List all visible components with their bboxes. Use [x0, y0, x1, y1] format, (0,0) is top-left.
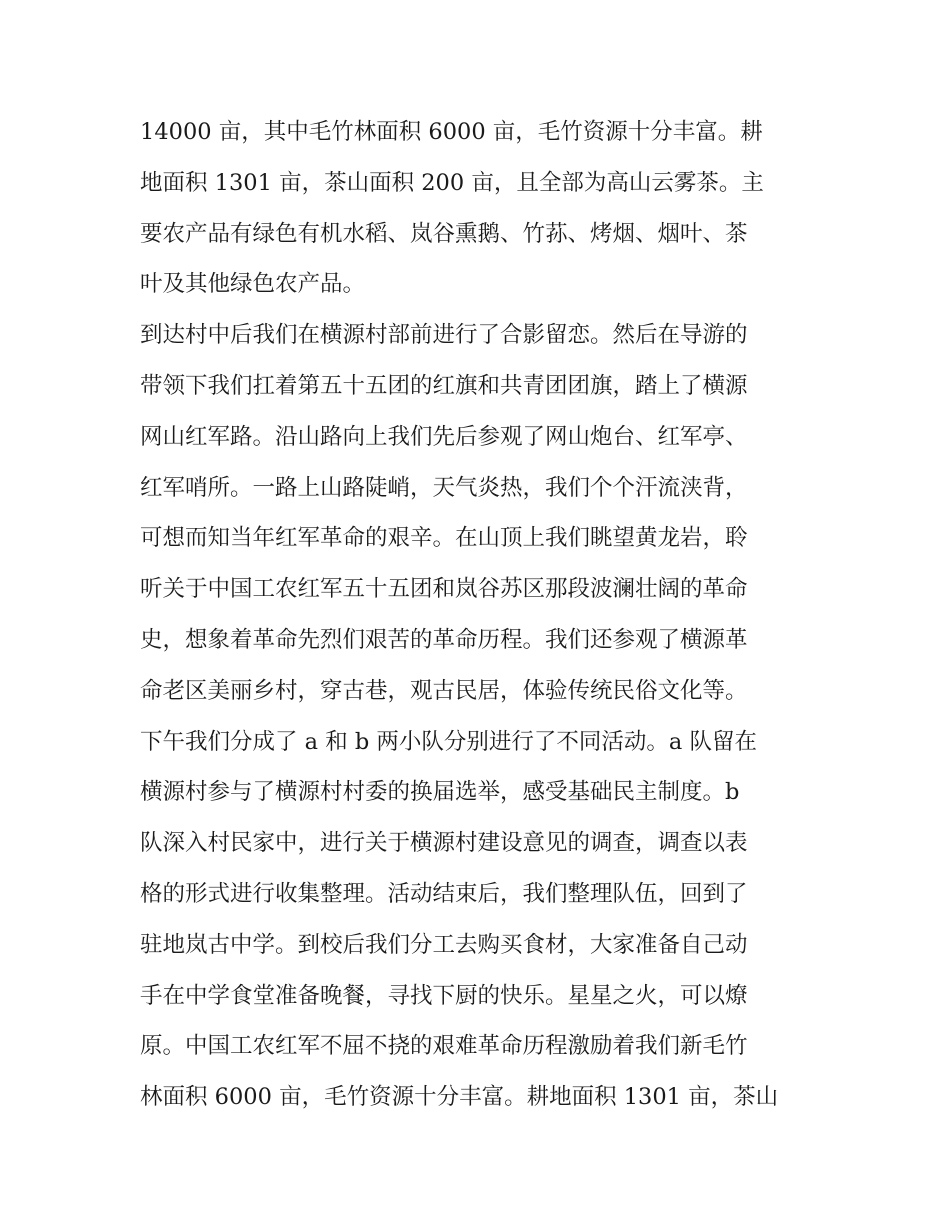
- text-line-20: 林面积 6000 亩，毛竹资源十分丰富。耕地面积 1301 亩，茶山: [140, 1084, 779, 1111]
- text-line-9: 可想而知当年红军革命的艰辛。在山顶上我们眺望黄龙岩，聆: [140, 525, 748, 552]
- text-line-16: 格的形式进行收集整理。活动结束后，我们整理队伍，回到了: [140, 880, 748, 907]
- text-line-11: 史，想象着革命先烈们艰苦的革命历程。我们还参观了横源革: [140, 626, 748, 653]
- text-line-3: 要农产品有绿色有机水稻、岚谷熏鹅、竹荪、烤烟、烟叶、茶: [140, 220, 748, 247]
- text-line-5: 到达村中后我们在横源村部前进行了合影留恋。然后在导游的: [140, 322, 748, 349]
- body-text: [140, 107, 815, 1123]
- text-line-17: 驻地岚古中学。到校后我们分工去购买食材，大家准备自己动: [140, 931, 748, 958]
- text-line-1: 14000 亩，其中毛竹林面积 6000 亩，毛竹资源十分丰富。耕: [140, 119, 763, 145]
- text-line-18: 手在中学食堂准备晚餐，寻找下厨的快乐。星星之火，可以燎: [140, 982, 748, 1009]
- text-line-10: 听关于中国工农红军五十五团和岚谷苏区那段波澜壮阔的革命: [140, 576, 748, 603]
- text-line-14: 横源村参与了横源村村委的换届选举，感受基础民主制度。b: [140, 779, 740, 806]
- text-line-7: 网山红军路。沿山路向上我们先后参观了网山炮台、红军亭、: [140, 423, 748, 450]
- text-line-8: 红军哨所。一路上山路陡峭，天气炎热，我们个个汗流浃背，: [140, 474, 748, 501]
- text-line-19: 原。中国工农红军不屈不挠的艰难革命历程激励着我们新毛竹: [140, 1033, 748, 1060]
- text-line-12: 命老区美丽乡村，穿古巷，观古民居，体验传统民俗文化等。: [140, 677, 748, 704]
- text-line-15: 队深入村民家中，进行关于横源村建设意见的调查，调查以表: [140, 830, 748, 857]
- text-line-13: 下午我们分成了 a 和 b 两小队分别进行了不同活动。a 队留在: [140, 728, 757, 755]
- text-line-2: 地面积 1301 亩，茶山面积 200 亩，且全部为高山云雾茶。主: [140, 169, 764, 196]
- text-line-6: 带领下我们扛着第五十五团的红旗和共青团团旗，踏上了横源: [140, 372, 748, 399]
- text-line-4: 叶及其他绿色农产品。: [140, 271, 366, 298]
